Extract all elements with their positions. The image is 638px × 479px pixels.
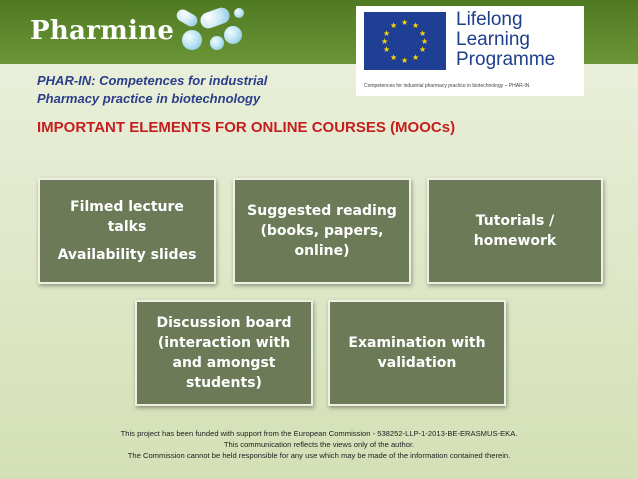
project-title [37,72,267,108]
box-line: Filmed lecture [70,199,184,215]
box-filmed-lecture [38,178,216,284]
box-line: students) [186,375,262,391]
llp-title [456,10,555,70]
footer-line: This communication reflects the views only of the author. [223,440,415,449]
footer-line: The Commission cannot be held responsible for any use which may be made of the information contained therein. [127,451,511,460]
box-examination [328,300,506,406]
box-line: validation [377,355,457,371]
box-line: Tutorials / [475,213,555,229]
funding-disclaimer [0,428,638,461]
box-line: online) [294,243,350,259]
brand-logo-text: Pharmine [30,16,175,46]
box-line: Availability slides [57,247,197,263]
project-title-line2: Pharmacy practice in biotechnology [37,91,261,106]
box-line: Discussion board [156,315,292,331]
box-line: homework [473,233,557,249]
llp-title-line: Learning [456,29,530,50]
project-title-line1: PHAR-IN: Competences for industrial [37,73,268,88]
box-line: Examination with [348,335,486,351]
box-suggested-reading [233,178,411,284]
box-line: Suggested reading [247,203,397,219]
llp-title-line: Programme [456,49,556,70]
box-line: talks [107,219,147,235]
box-line: (books, papers, [260,223,384,239]
box-tutorials [427,178,603,284]
section-title: IMPORTANT ELEMENTS FOR ONLINE COURSES (MOOCs) [37,119,456,136]
llp-subtitle: Competences for industrial pharmacy practice in biotechnology – PHAR-IN [364,83,530,89]
box-line: (interaction with [157,335,291,351]
eu-flag-icon: ★ ★ ★ ★ ★ ★ ★ ★ ★ ★ ★ ★ [364,12,446,70]
box-discussion-board [135,300,313,406]
eu-llp-logo [356,6,584,96]
llp-title-line: Lifelong [456,9,523,30]
pills-icon [172,4,250,58]
box-line: and amongst [172,355,276,371]
footer-line: This project has been funded with support from the European Commission - 538252-LLP-1-2013-BE-ERASMUS-EKA. [120,429,518,438]
